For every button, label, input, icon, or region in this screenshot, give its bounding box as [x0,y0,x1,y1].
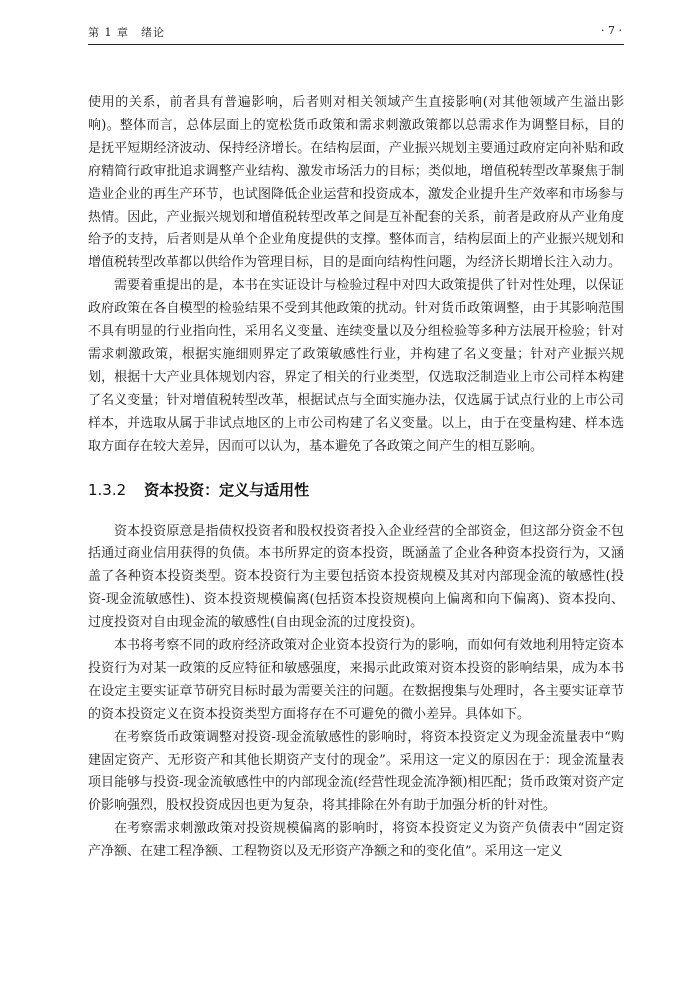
paragraph: 在考察货币政策调整对投资-现金流敏感性的影响时，将资本投资定义为现金流量表中“购建固定资产、无形资产和其他长期资产支付的现金”。采用这一定义的原因在于：现金流量表项目能够与投资-现金流敏感性中的内部现金流(经营性现金流净额)相匹配；货币政策对资产定价影响强烈，股权投资成因也更为复杂，将其排除在外有助于加强分析的针对性。 [88,729,624,814]
header-rule [88,44,624,45]
chapter-title: 第 1 章 绪论 [88,26,165,39]
section-number: 1.3.2 [88,480,127,499]
section-heading [88,479,624,501]
page-number: · 7 · [601,24,622,37]
running-header [88,24,622,42]
paragraph: 本书将考察不同的政府经济政策对企业资本投资行为的影响，而如何有效地利用特定资本投资行为对某一政策的反应特征和敏感强度，来揭示此政策对资本投资的影响结果，成为本书在设定主要实证章节研究目标时最为需要关注的问题。在数据搜集与处理时，各主要实证章节的资本投资定义在资本投资类型方面将存在不可避免的微小差异。具体如下。 [88,638,624,722]
paragraph: 使用的关系，前者具有普遍影响，后者则对相关领域产生直接影响(对其他领域产生溢出影响)。整体而言，总体层面上的宽松货币政策和需求刺激政策都以总需求作为调整目标，目的是抚平短期经济波动、保持经济增长。在结构层面，产业振兴规划主要通过政府定向补贴和政府精简行政审批追求调整产业结构、激发市场活力的目标；类似地，增值税转型改革聚焦于制造业企业的再生产环节，也试图降低企业运营和投资成本，激发企业提升生产效率和市场参与热情。因此，产业振兴规划和增值税转型改革之间是互补配套的关系，前者是政府从产业角度给予的支持，后者则是从单个企业角度提供的支撑。整体而言，结构层面上的产业振兴规划和增值税转型改革都以供给作为管理目标，目的是面向结构性问题，为经济长期增长注入动力。 [88,95,624,271]
section-title: 资本投资：定义与适用性 [144,480,310,499]
paragraph: 资本投资原意是指债权投资者和股权投资者投入企业经营的全部资金，但这部分资金不包括通过商业信用获得的负债。本书所界定的资本投资，既涵盖了企业各种资本投资行为，又涵盖了各种资本投资类型。资本投资行为主要包括资本投资规模及其对内部现金流的敏感性(投资-现金流敏感性)、资本投资规模偏离(包括资本投资规模向上偏离和向下偏离)、资本投向、过度投资对自由现金流的敏感性(自由现金流的过度投资)。 [88,523,624,631]
paragraph: 在考察需求刺激政策对投资规模偏离的影响时，将资本投资定义为资产负债表中“固定资产净额、在建工程净额、工程物资以及无形资产净额之和的变化值”。采用这一定义 [88,821,624,860]
paragraph: 需要着重提出的是，本书在实证设计与检验过程中对四大政策提供了针对性处理，以保证政府政策在各自模型的检验结果不受到其他政策的扰动。针对货币政策调整，由于其影响范围不具有明显的行业指向性，采用名义变量、连续变量以及分组检验等多种方法展开检验；针对需求刺激政策，根据实施细则界定了政策敏感性行业，并构建了名义变量；针对产业振兴规划，根据十大产业具体规划内容，界定了相关的行业类型，仅选取泛制造业上市公司样本构建了名义变量；针对增值税转型改革，根据试点与全面实施办法，仅选属于试点行业的上市公司样本，并选取从属于非试点地区的上市公司构建了名义变量。以上，由于在变量构建、样本选取方面存在较大差异，因而可以认为，基本避免了各政策之间产生的相互影响。 [88,278,624,454]
page-body [88,92,624,864]
